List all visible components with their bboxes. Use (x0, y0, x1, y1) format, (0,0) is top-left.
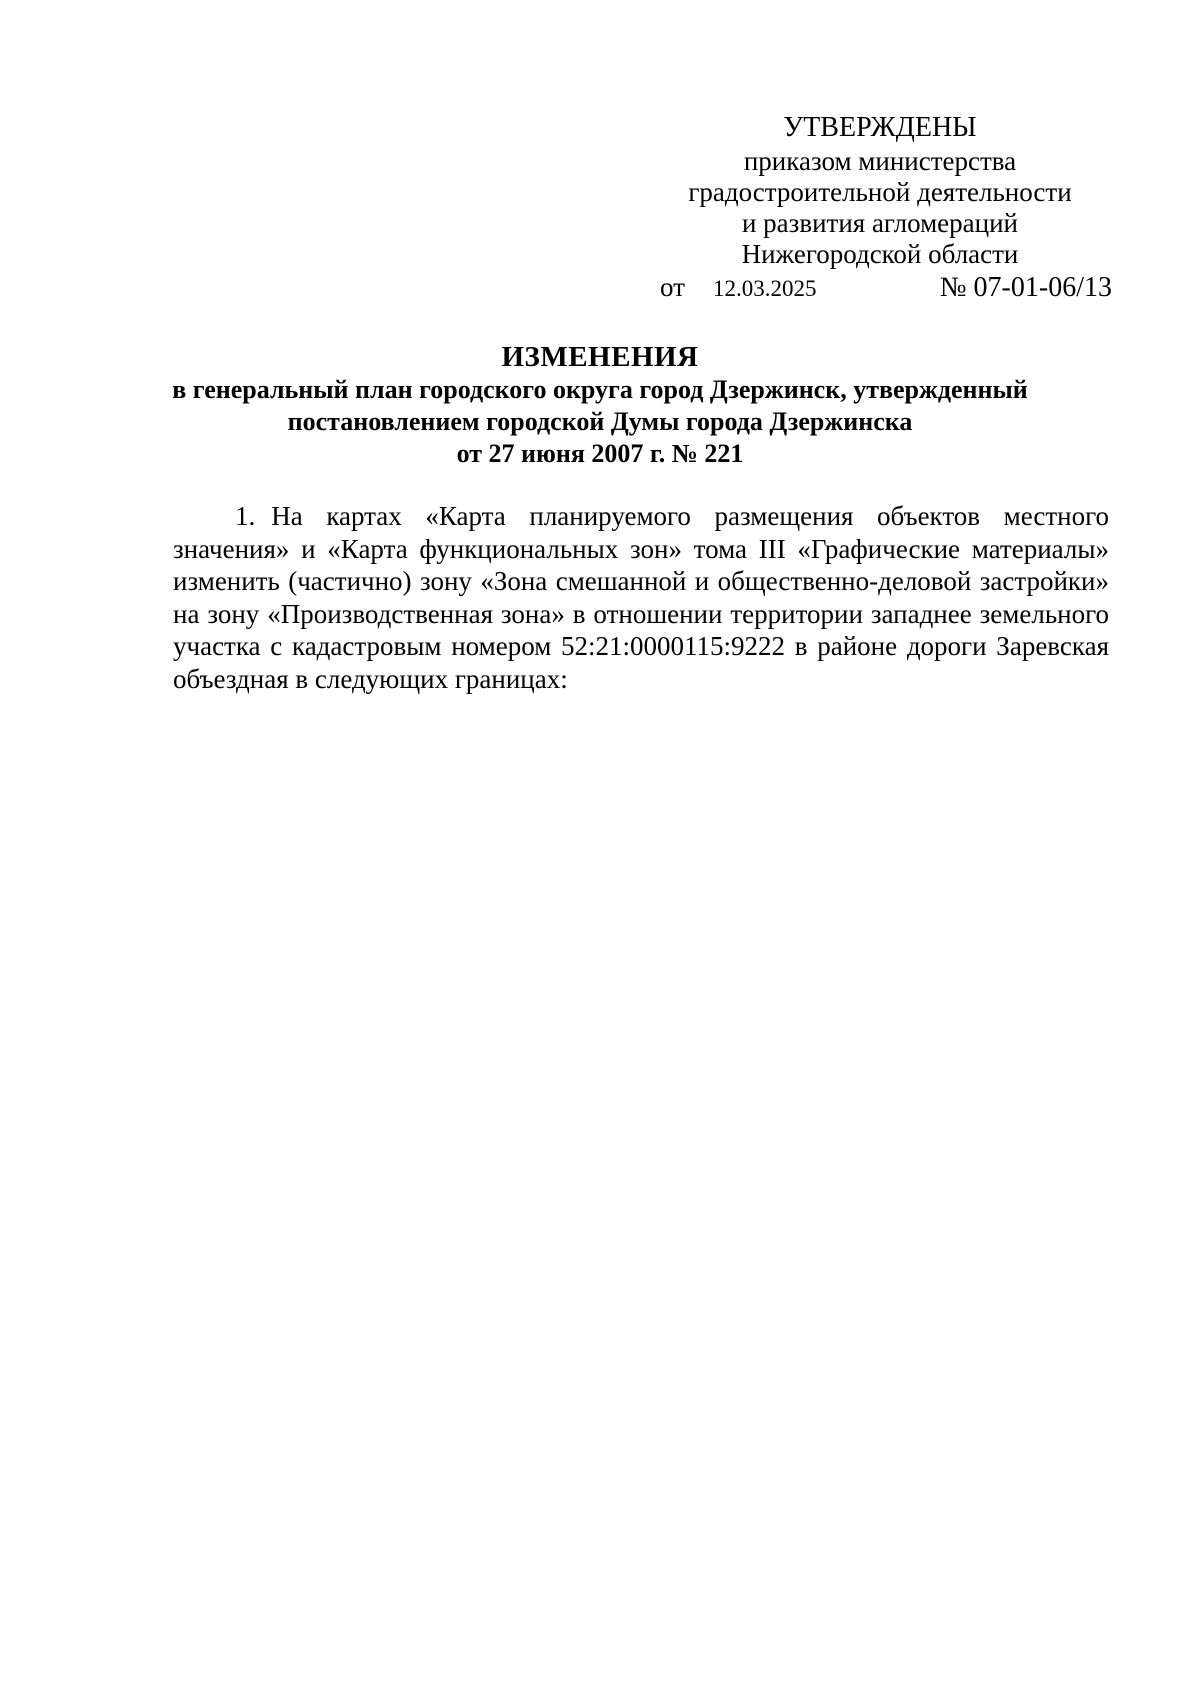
title-subline: от 27 июня 2007 г. № 221 (456, 439, 744, 468)
document-title: ИЗМЕНЕНИЯ (501, 341, 699, 373)
paragraph-number: 1. (235, 501, 256, 531)
approval-line: и развития агломераций (741, 208, 1018, 238)
approval-block (640, 112, 1120, 304)
order-number: № 07-01-06/13 (939, 272, 1112, 303)
document-body (173, 500, 1109, 696)
approval-heading: УТВЕРЖДЕНЫ (783, 112, 977, 143)
order-reference (640, 272, 1120, 304)
document-title-block (120, 340, 1080, 470)
approval-line: приказом министерства (743, 146, 1017, 176)
order-date: 12.03.2025 (712, 276, 817, 301)
title-subline: постановлением городской Думы города Дзержинска (287, 407, 913, 436)
numbered-paragraph (173, 500, 1109, 696)
paragraph-text: На картах «Карта планируемого размещения объектов местного значения» и «Карта функциональных зон» тома III «Графические материалы» изменить (частично) зону «Зона смешанной и общественно-деловой застройки» на зону «Производственная зона» в отношении территории западнее земельного участка с кадастровым номером 52:21:0000115:9222 в районе дороги Заревская объездная в следующих границах: (173, 501, 1109, 694)
title-subline: в генеральный план городского округа город Дзержинск, утвержденный (172, 375, 1028, 404)
approval-line: градостроительной деятельности (688, 177, 1072, 207)
from-label: от (660, 272, 685, 302)
approval-line: Нижегородской области (741, 239, 1019, 269)
